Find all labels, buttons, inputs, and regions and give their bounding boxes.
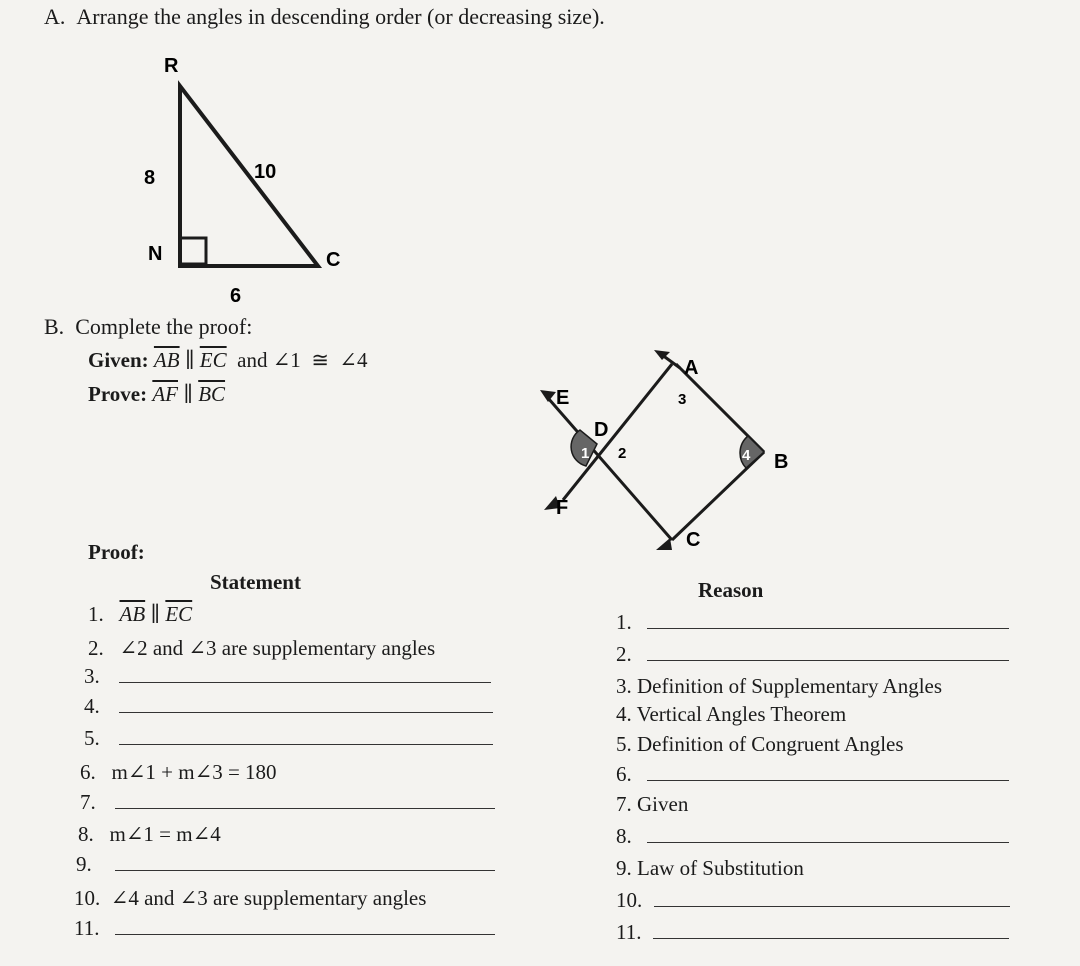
statement-7 xyxy=(80,790,495,815)
statement-8 xyxy=(78,822,221,847)
vertex-n-label: N xyxy=(148,243,163,265)
given-seg-ec: $\overline{EC}$ xyxy=(199,348,227,372)
statement-num: 6. xyxy=(80,760,96,784)
right-angle-mark xyxy=(180,238,206,264)
statement-num: 8. xyxy=(78,822,94,846)
given-seg-ab: $\overline{AB}$ xyxy=(153,348,180,372)
reason-num: 2. xyxy=(616,642,632,666)
vertex-r-label: R xyxy=(164,55,179,77)
statement-1-parallel: ∥ xyxy=(150,602,161,626)
statement-2 xyxy=(88,636,435,661)
statement-3 xyxy=(84,664,491,689)
statement-5-blank[interactable] xyxy=(119,743,493,745)
reason-11 xyxy=(616,920,1009,945)
reason-1 xyxy=(616,610,1009,635)
reason-8-blank[interactable] xyxy=(647,841,1009,843)
statement-text: ∠2 and ∠3 are supplementary angles xyxy=(119,636,436,660)
statement-6 xyxy=(80,760,277,785)
prove-seg-af: $\overline{AF}$ xyxy=(152,382,178,406)
arrow-e-head xyxy=(540,390,556,402)
reason-num: 6. xyxy=(616,762,632,786)
reason-num: 11. xyxy=(616,920,642,944)
given-and: and xyxy=(237,348,268,372)
reason-3 xyxy=(616,674,942,699)
point-f-label: F xyxy=(556,497,569,519)
prove-parallel: ∥ xyxy=(183,382,193,406)
reason-num: 10. xyxy=(616,888,643,912)
reason-header: Reason xyxy=(698,578,764,602)
statement-9-blank[interactable] xyxy=(115,869,495,871)
reason-10-blank[interactable] xyxy=(654,905,1010,907)
given-parallel: ∥ xyxy=(184,348,195,372)
given-angle-1: ∠1 xyxy=(272,348,301,372)
reason-8 xyxy=(616,824,1009,849)
given-angle-4: ∠4 xyxy=(339,348,368,372)
reason-num: 3. xyxy=(616,674,632,698)
point-d-label: D xyxy=(594,419,609,441)
statement-9 xyxy=(76,852,495,877)
given-label: Given: xyxy=(88,348,149,372)
statement-header: Statement xyxy=(210,570,301,594)
statement-num: 9. xyxy=(76,852,92,876)
reason-num: 8. xyxy=(616,824,632,848)
section-b-instruction: Complete the proof: xyxy=(75,314,253,339)
vertex-c-label: C xyxy=(326,249,341,271)
reason-text: Definition of Supplementary Angles xyxy=(637,674,943,698)
reason-text: Definition of Congruent Angles xyxy=(637,732,904,756)
reason-num: 7. xyxy=(616,792,632,816)
section-b-letter: B. xyxy=(44,314,65,339)
angle-1-label: 1 xyxy=(581,445,590,462)
arrow-c-head xyxy=(656,538,672,550)
statement-num: 7. xyxy=(80,790,96,814)
point-a-label: A xyxy=(684,357,699,379)
reason-5 xyxy=(616,732,904,757)
statement-num: 11. xyxy=(74,916,100,940)
statement-1-seg-ec: $\overline{EC}$ xyxy=(165,602,193,626)
prove-line xyxy=(88,382,225,407)
statement-3-blank[interactable] xyxy=(119,681,491,683)
statement-4-blank[interactable] xyxy=(119,711,493,713)
reason-7 xyxy=(616,792,688,817)
statement-num: 10. xyxy=(74,886,101,910)
angle-4-label: 4 xyxy=(742,447,751,464)
reason-11-blank[interactable] xyxy=(653,937,1009,939)
reason-1-blank[interactable] xyxy=(647,627,1009,629)
point-b-label: B xyxy=(774,451,789,473)
reason-text: Law of Substitution xyxy=(637,856,804,880)
statement-text: m∠1 = m∠4 xyxy=(109,822,221,846)
statement-1 xyxy=(88,602,192,627)
reason-text: Given xyxy=(637,792,689,816)
statement-11-blank[interactable] xyxy=(115,933,495,935)
reason-num: 4. xyxy=(616,702,632,726)
reason-9 xyxy=(616,856,804,881)
prove-seg-bc: $\overline{BC}$ xyxy=(198,382,226,406)
reason-num: 9. xyxy=(616,856,632,880)
angle-3-label: 3 xyxy=(678,391,687,408)
statement-10 xyxy=(74,886,426,911)
reason-num: 5. xyxy=(616,732,632,756)
statement-1-seg-ab: $\overline{AB}$ xyxy=(119,602,146,626)
statement-4 xyxy=(84,694,493,719)
side-rn-label: 8 xyxy=(144,167,156,189)
reason-2 xyxy=(616,642,1009,667)
proof-label: Proof: xyxy=(88,540,145,564)
point-e-label: E xyxy=(556,387,570,409)
reason-6 xyxy=(616,762,1009,787)
given-line xyxy=(88,348,368,373)
statement-num: 5. xyxy=(84,726,100,750)
statement-text: ∠4 and ∠3 are supplementary angles xyxy=(110,886,427,910)
side-rc-label: 10 xyxy=(254,161,277,183)
reason-6-blank[interactable] xyxy=(647,779,1009,781)
statement-num: 1. xyxy=(88,602,104,626)
statement-text: m∠1 + m∠3 = 180 xyxy=(111,760,277,784)
reason-4 xyxy=(616,702,846,727)
section-a-letter: A. xyxy=(44,4,66,29)
reason-num: 1. xyxy=(616,610,632,634)
given-congruent: ≅ xyxy=(311,348,329,372)
section-a-instruction: Arrange the angles in descending order (or decreasing size). xyxy=(76,4,605,29)
statement-11 xyxy=(74,916,495,941)
prove-label: Prove: xyxy=(88,382,148,406)
reason-text: Vertical Angles Theorem xyxy=(636,702,847,726)
statement-num: 2. xyxy=(88,636,104,660)
statement-num: 4. xyxy=(84,694,100,718)
reason-2-blank[interactable] xyxy=(647,659,1009,661)
statement-num: 3. xyxy=(84,664,100,688)
angle-2-label: 2 xyxy=(618,445,627,462)
statement-7-blank[interactable] xyxy=(115,807,495,809)
point-c-label: C xyxy=(686,529,701,551)
section-b-heading xyxy=(44,314,252,340)
side-nc-label: 6 xyxy=(230,285,242,307)
reason-10 xyxy=(616,888,1010,913)
statement-5 xyxy=(84,726,493,751)
